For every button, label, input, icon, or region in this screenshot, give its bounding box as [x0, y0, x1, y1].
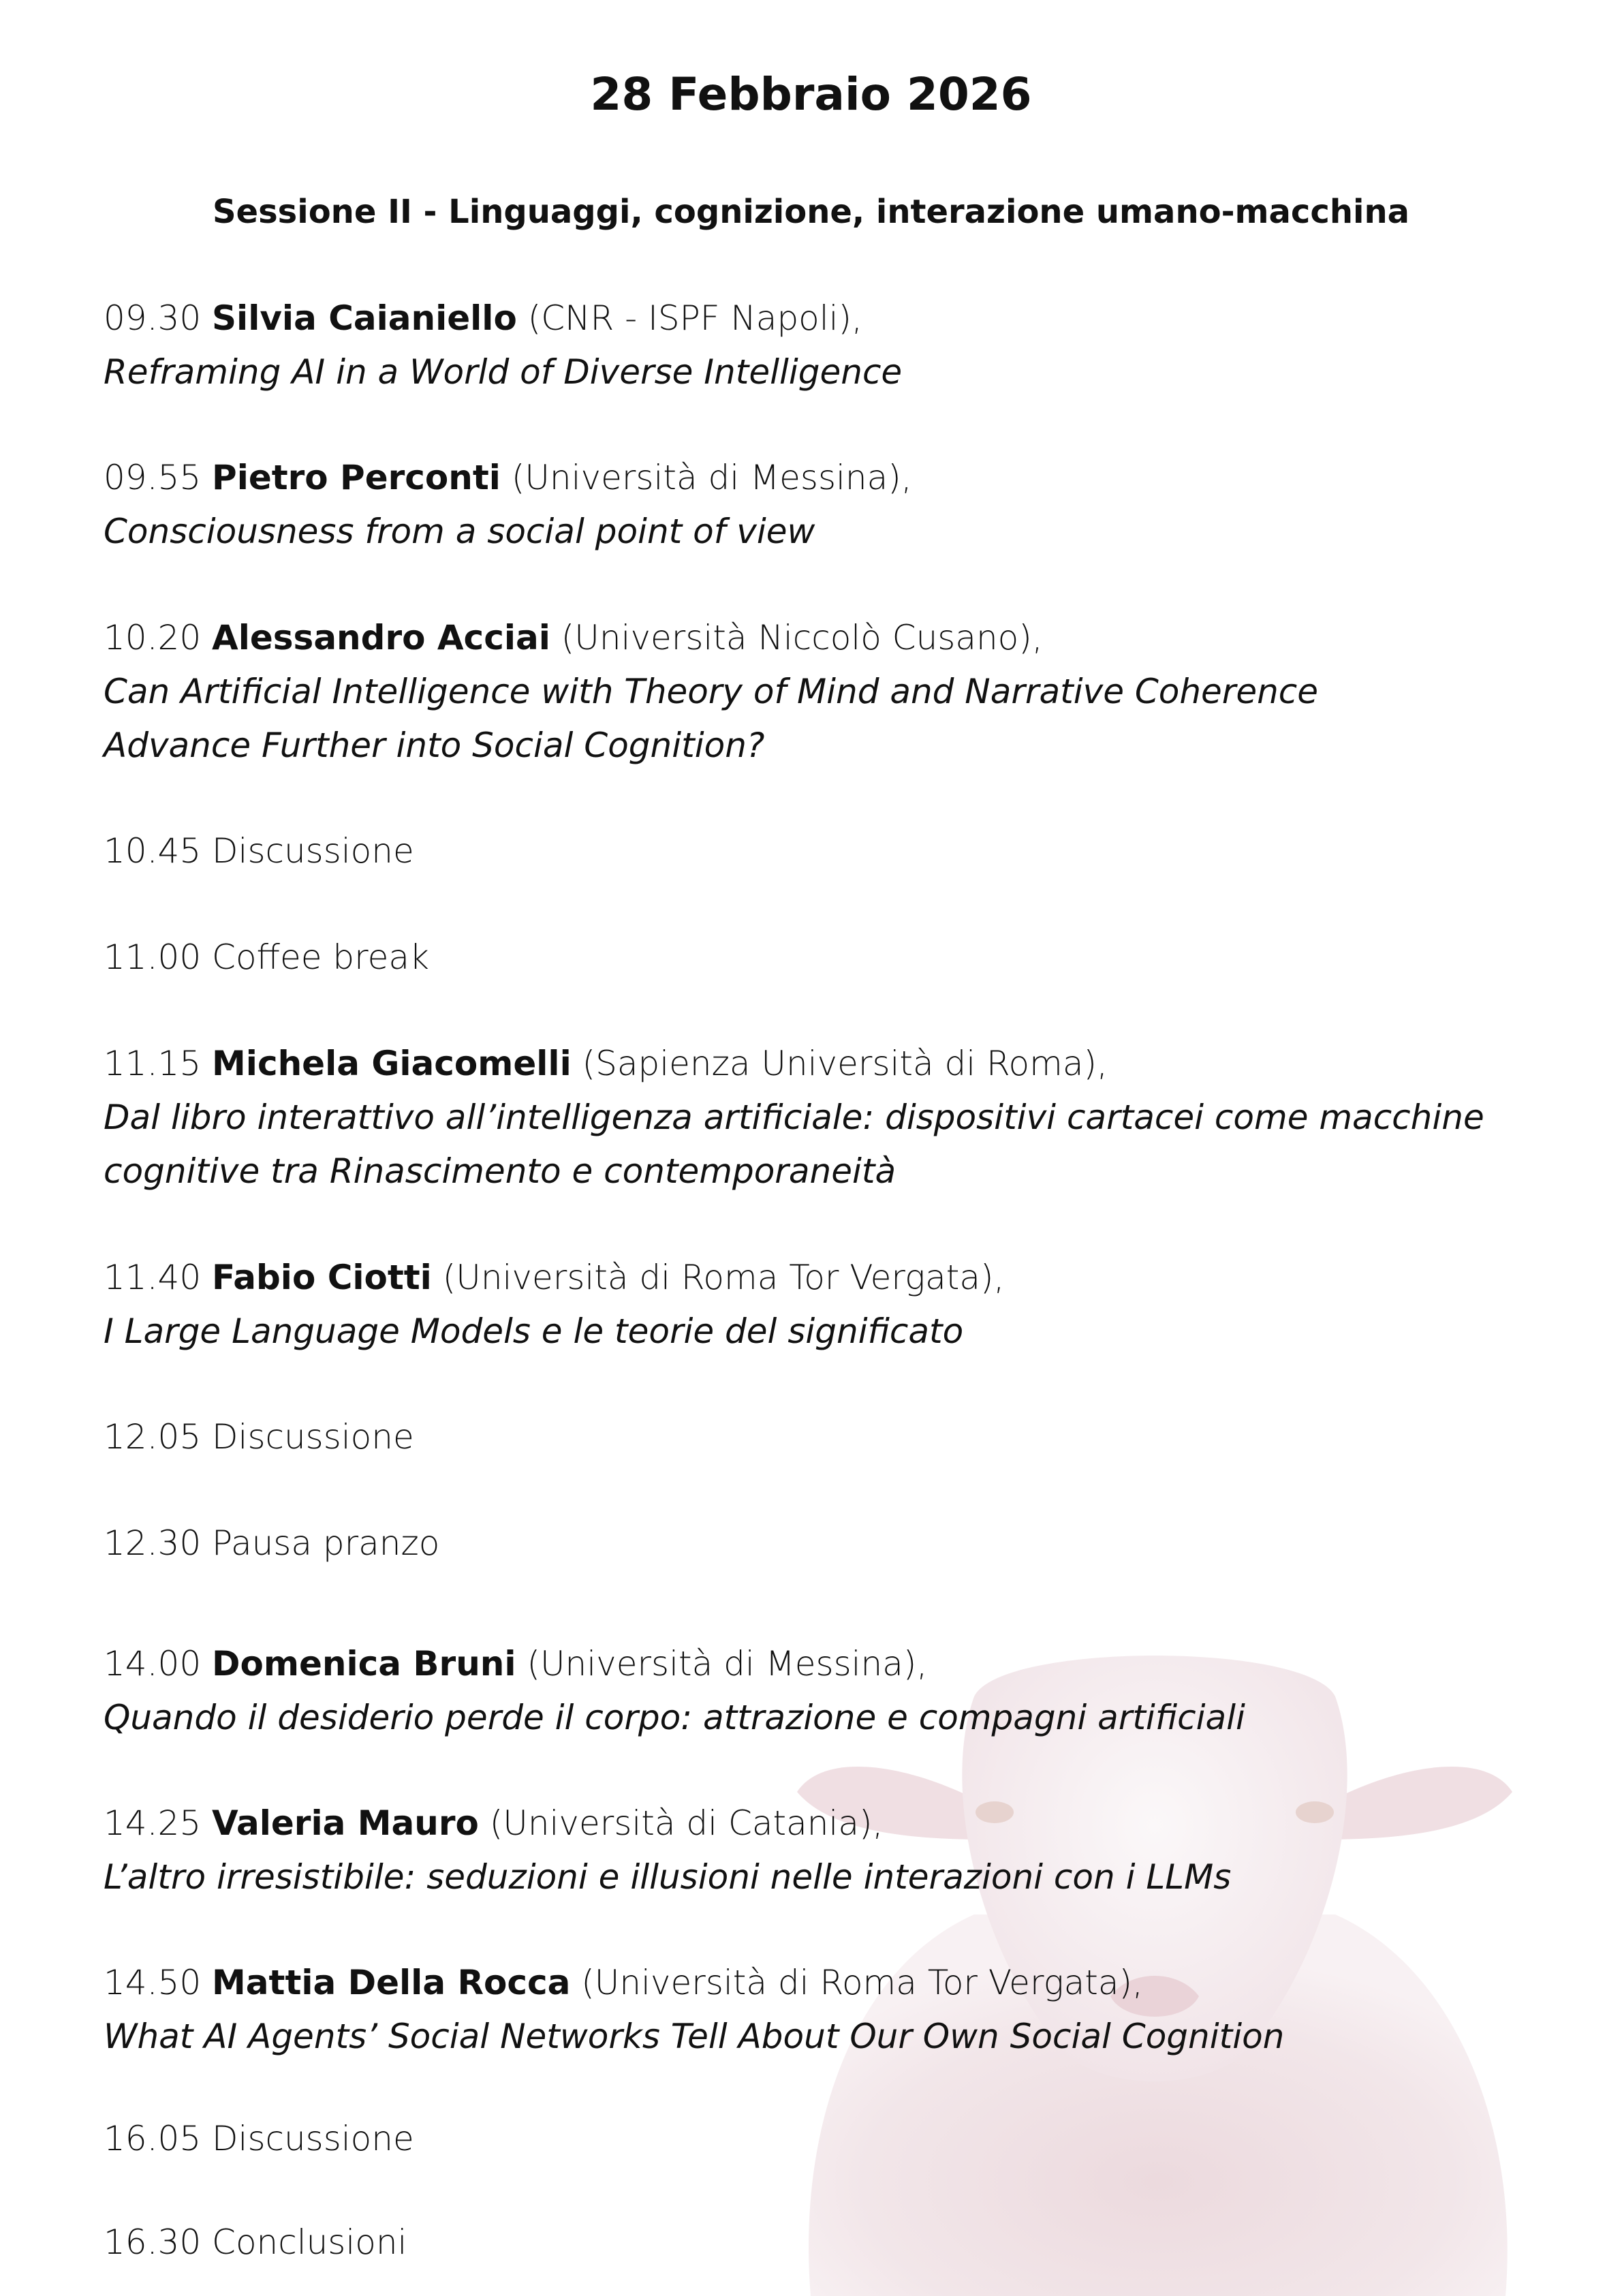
- speaker-affiliation: (CNR - ISPF Napoli),: [527, 298, 862, 338]
- program-entry: [104, 1517, 439, 1570]
- entry-time: 14.00: [104, 1644, 202, 1684]
- talk-title-line-1: Dal libro interattivo all’intelligenza artificiale: dispositivi cartacei come macchine: [104, 1098, 1484, 1137]
- entry-time: 12.05: [104, 1417, 202, 1457]
- speaker-affiliation: (Università di Messina),: [511, 458, 912, 497]
- speaker-name: Michela Giacomelli: [212, 1044, 572, 1083]
- speaker-name: Silvia Caianiello: [212, 298, 517, 338]
- speaker-affiliation: (Sapienza Università di Roma),: [582, 1044, 1108, 1083]
- entry-label: Conclusioni: [212, 2222, 407, 2262]
- program-entry: [104, 824, 414, 878]
- talk-title: Quando il desiderio perde il corpo: attrazione e compagni artificiali: [104, 1698, 1245, 1737]
- program-entry: [104, 1637, 1245, 1745]
- entry-time: 09.55: [104, 458, 202, 497]
- speaker-name: Domenica Bruni: [212, 1644, 516, 1684]
- speaker-name: Alessandro Acciai: [212, 618, 550, 657]
- entry-time: 16.30: [104, 2222, 202, 2262]
- speaker-affiliation: (Università di Catania),: [489, 1803, 884, 1843]
- entry-label: Coffee break: [212, 937, 429, 977]
- program-entry: [104, 1410, 414, 1464]
- page-title: 28 Febbraio 2026: [590, 68, 1032, 121]
- speaker-affiliation: (Università Niccolò Cusano),: [561, 618, 1043, 657]
- program-entry: [104, 611, 1318, 773]
- speaker-name: Valeria Mauro: [212, 1803, 479, 1843]
- speaker-name: Fabio Ciotti: [212, 1258, 432, 1297]
- program-entry: [104, 931, 429, 984]
- talk-title: What AI Agents’ Social Networks Tell About Our Own Social Cognition: [104, 2017, 1285, 2056]
- entry-time: 11.40: [104, 1258, 202, 1297]
- session-heading: Sessione II - Linguaggi, cognizione, interazione umano-macchina: [212, 193, 1410, 231]
- talk-title-line-1: Can Artificial Intelligence with Theory of Mind and Narrative Coherence: [104, 672, 1319, 711]
- entry-time: 14.50: [104, 1963, 202, 2002]
- entry-time: 12.30: [104, 1523, 202, 1563]
- talk-title-line-2: cognitive tra Rinascimento e contemporaneità: [104, 1151, 896, 1191]
- program-entry: [104, 1956, 1284, 2064]
- entry-time: 14.25: [104, 1803, 202, 1843]
- speaker-name: Pietro Perconti: [212, 458, 501, 497]
- entry-label: Discussione: [212, 2119, 414, 2158]
- entry-time: 09.30: [104, 298, 202, 338]
- speaker-name: Mattia Della Rocca: [212, 1963, 571, 2002]
- entry-label: Discussione: [212, 831, 414, 871]
- program-entry: [104, 1797, 1231, 1904]
- talk-title-line-2: Advance Further into Social Cognition?: [104, 726, 765, 765]
- program-entry: [104, 1251, 1004, 1359]
- entry-time: 11.15: [104, 1044, 202, 1083]
- talk-title: Consciousness from a social point of view: [104, 512, 815, 551]
- program-entry: [104, 451, 912, 559]
- speaker-affiliation: (Università di Roma Tor Vergata),: [581, 1963, 1143, 2002]
- talk-title: I Large Language Models e le teorie del significato: [104, 1312, 964, 1351]
- entry-time: 16.05: [104, 2119, 202, 2158]
- speaker-affiliation: (Università di Roma Tor Vergata),: [442, 1258, 1005, 1297]
- talk-title: Reframing AI in a World of Diverse Intelligence: [104, 352, 903, 392]
- entry-time: 10.45: [104, 831, 202, 871]
- entry-time: 10.20: [104, 618, 202, 657]
- program-entry: [104, 292, 902, 399]
- speaker-affiliation: (Università di Messina),: [527, 1644, 928, 1684]
- program-entry: [104, 2216, 407, 2269]
- entry-label: Pausa pranzo: [212, 1523, 440, 1563]
- talk-title: L’altro irresistibile: seduzioni e illusioni nelle interazioni con i LLMs: [104, 1857, 1232, 1897]
- entry-label: Discussione: [212, 1417, 414, 1457]
- entry-time: 11.00: [104, 937, 202, 977]
- program-entry: [104, 2112, 414, 2166]
- program-entry: [104, 1037, 1484, 1198]
